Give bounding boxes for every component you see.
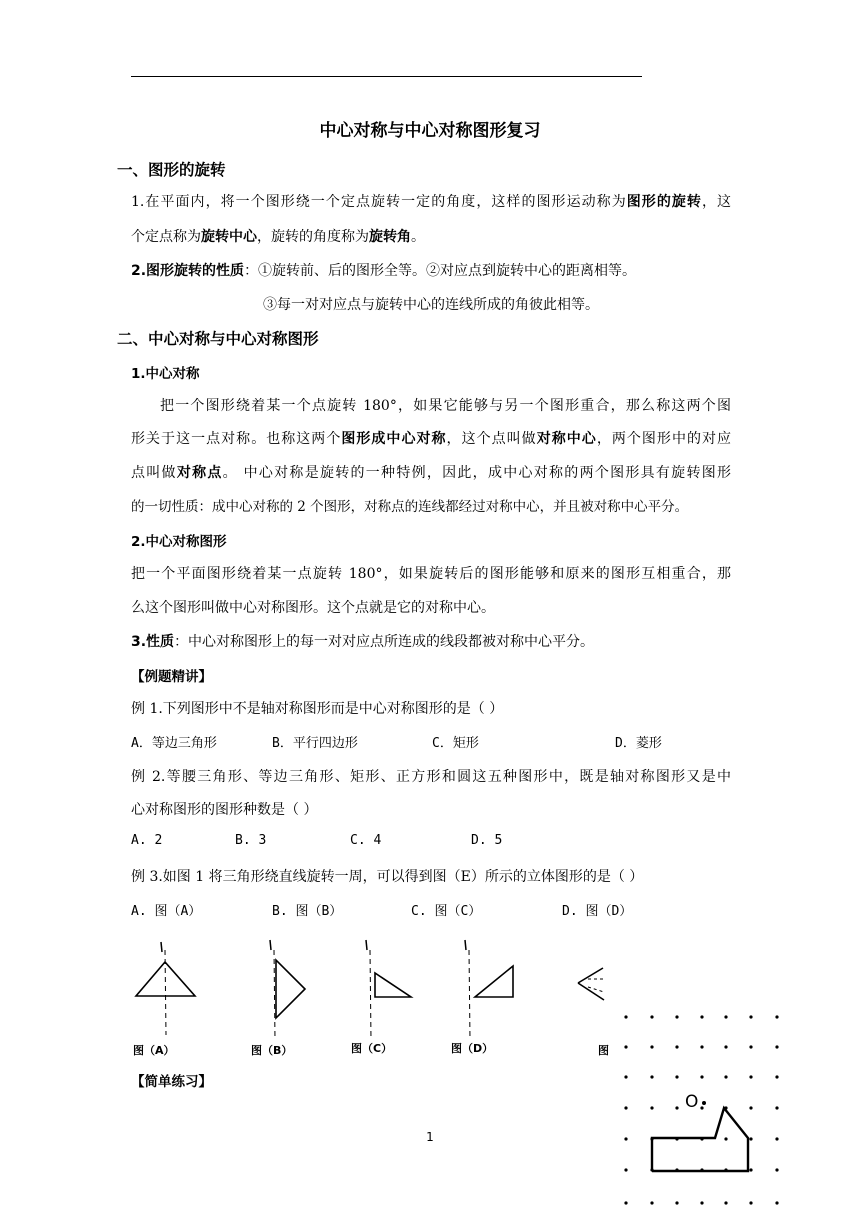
subheading-central-symmetry: 1.中心对称 bbox=[131, 366, 200, 382]
grid-dot bbox=[675, 1201, 678, 1204]
grid-dot bbox=[724, 1045, 727, 1048]
grid-dot bbox=[675, 1075, 678, 1078]
option-c: C. 4 bbox=[350, 833, 382, 848]
grid-dot bbox=[624, 1201, 627, 1204]
examples-heading: 【例题精讲】 bbox=[131, 669, 212, 685]
paragraph-line: 1.在平面内，将一个图形绕一个定点旋转一定的角度，这样的图形运动称为图形的旋转，这 bbox=[131, 194, 732, 210]
grid-dot bbox=[775, 1045, 778, 1048]
figure-label: 图（D） bbox=[451, 1042, 494, 1055]
option-d: D. 图（D） bbox=[562, 904, 633, 919]
grid-dot bbox=[650, 1045, 653, 1048]
paragraph-line: 把一个图形绕着某一个点旋转 180°，如果它能够与另一个图形重合，那么称这两个图 bbox=[160, 398, 731, 414]
subheading-central-symmetric-figure: 2.中心对称图形 bbox=[131, 534, 227, 550]
grid-dot bbox=[775, 1106, 778, 1109]
grid-dot bbox=[724, 1015, 727, 1018]
option-b: B．平行四边形 bbox=[272, 736, 358, 751]
figure-e-partial bbox=[578, 968, 609, 1057]
grid-shape bbox=[652, 1108, 748, 1171]
grid-dot bbox=[650, 1106, 653, 1109]
grid-dot bbox=[775, 1075, 778, 1078]
rotation-figures bbox=[128, 930, 610, 1065]
center-point-label: O bbox=[685, 1092, 699, 1112]
paragraph-line: 么这个图形叫做中心对称图形。这个点就是它的对称中心。 bbox=[131, 600, 495, 616]
paragraph-line: ③每一对对应点与旋转中心的连线所成的角彼此相等。 bbox=[263, 297, 599, 313]
grid-dot bbox=[700, 1015, 703, 1018]
page-number: 1 bbox=[426, 1130, 434, 1144]
option-c: C. 图（C） bbox=[411, 904, 482, 919]
grid-dot bbox=[749, 1045, 752, 1048]
grid-dot bbox=[724, 1201, 727, 1204]
paragraph-line: 个定点称为旋转中心，旋转的角度称为旋转角。 bbox=[131, 229, 425, 245]
page-title: 中心对称与中心对称图形复习 bbox=[319, 121, 541, 141]
grid-dot bbox=[700, 1045, 703, 1048]
grid-dot bbox=[775, 1201, 778, 1204]
grid-dot bbox=[749, 1137, 752, 1140]
grid-dot bbox=[624, 1075, 627, 1078]
grid-dot bbox=[724, 1075, 727, 1078]
figure-c bbox=[351, 940, 411, 1055]
section-heading-central-symmetry: 二、中心对称与中心对称图形 bbox=[117, 330, 319, 348]
grid-dot bbox=[749, 1168, 752, 1171]
option-d: D．菱形 bbox=[615, 736, 662, 751]
grid-dot bbox=[775, 1015, 778, 1018]
grid-dot bbox=[775, 1168, 778, 1171]
grid-dot bbox=[675, 1106, 678, 1109]
paragraph-line: 把一个平面图形绕着某一点旋转 180°，如果旋转后的图形能够和原来的图形互相重合，那 bbox=[131, 566, 731, 582]
dot-grid-figure bbox=[612, 1000, 792, 1216]
figure-b bbox=[251, 940, 305, 1057]
grid-dot bbox=[624, 1137, 627, 1140]
grid-dot bbox=[775, 1137, 778, 1140]
figure-label: 图（C） bbox=[351, 1042, 393, 1055]
paragraph-line: 的一切性质：成中心对称的 2 个图形，对称点的连线都经过对称中心，并且被对称中心平分。 bbox=[131, 499, 689, 515]
option-b: B. 图（B） bbox=[272, 904, 343, 919]
grid-dot bbox=[675, 1045, 678, 1048]
figure-label: 图（B） bbox=[251, 1044, 293, 1057]
figure-label: 图（A） bbox=[133, 1044, 175, 1057]
grid-dot bbox=[624, 1106, 627, 1109]
section-heading-rotation: 一、图形的旋转 bbox=[117, 161, 226, 179]
grid-dot bbox=[675, 1015, 678, 1018]
paragraph-line: 3.性质：中心对称图形上的每一对对应点所连成的线段都被对称中心平分。 bbox=[131, 634, 595, 650]
grid-dot bbox=[650, 1201, 653, 1204]
paragraph-line: 2.图形旋转的性质：①旋转前、后的图形全等。②对应点到旋转中心的距离相等。 bbox=[131, 263, 637, 279]
example-3: 例 3.如图 1 将三角形绕直线旋转一周，可以得到图（E）所示的立体图形的是（ ） bbox=[131, 869, 644, 885]
grid-dot bbox=[624, 1168, 627, 1171]
grid-dot bbox=[700, 1201, 703, 1204]
header-rule bbox=[131, 76, 642, 77]
figure-label: 图 bbox=[598, 1044, 609, 1057]
option-a: A．等边三角形 bbox=[131, 736, 217, 751]
figure-a bbox=[133, 942, 195, 1057]
center-point bbox=[702, 1101, 706, 1105]
grid-dot bbox=[700, 1106, 703, 1109]
paragraph-line: 形关于这一点对称。也称这两个图形成中心对称，这个点叫做对称中心，两个图形中的对应 bbox=[131, 431, 732, 447]
grid-dot bbox=[724, 1137, 727, 1140]
option-a: A. 图（A） bbox=[131, 904, 202, 919]
option-c: C．矩形 bbox=[432, 736, 479, 751]
grid-dot bbox=[749, 1201, 752, 1204]
grid-dot bbox=[749, 1015, 752, 1018]
example-1: 例 1.下列图形中不是轴对称图形而是中心对称图形的是（ ） bbox=[131, 701, 504, 717]
option-d: D. 5 bbox=[471, 833, 503, 848]
example-2-cont: 心对称图形的图形种数是（ ） bbox=[131, 802, 318, 818]
grid-dot bbox=[700, 1075, 703, 1078]
grid-dot bbox=[624, 1015, 627, 1018]
figure-d bbox=[451, 940, 513, 1055]
option-a: A. 2 bbox=[131, 833, 163, 848]
paragraph-line: 点叫做对称点。 中心对称是旋转的一种特例，因此，成中心对称的两个图形具有旋转图形 bbox=[131, 465, 731, 481]
grid-dot bbox=[650, 1015, 653, 1018]
grid-dots bbox=[624, 1015, 778, 1204]
grid-dot bbox=[749, 1106, 752, 1109]
grid-dot bbox=[624, 1045, 627, 1048]
practice-heading: 【简单练习】 bbox=[131, 1074, 212, 1090]
example-2: 例 2.等腰三角形、等边三角形、矩形、正方形和圆这五种图形中，既是轴对称图形又是中 bbox=[131, 769, 731, 785]
grid-dot bbox=[650, 1075, 653, 1078]
grid-dot bbox=[749, 1075, 752, 1078]
option-b: B. 3 bbox=[235, 833, 267, 848]
